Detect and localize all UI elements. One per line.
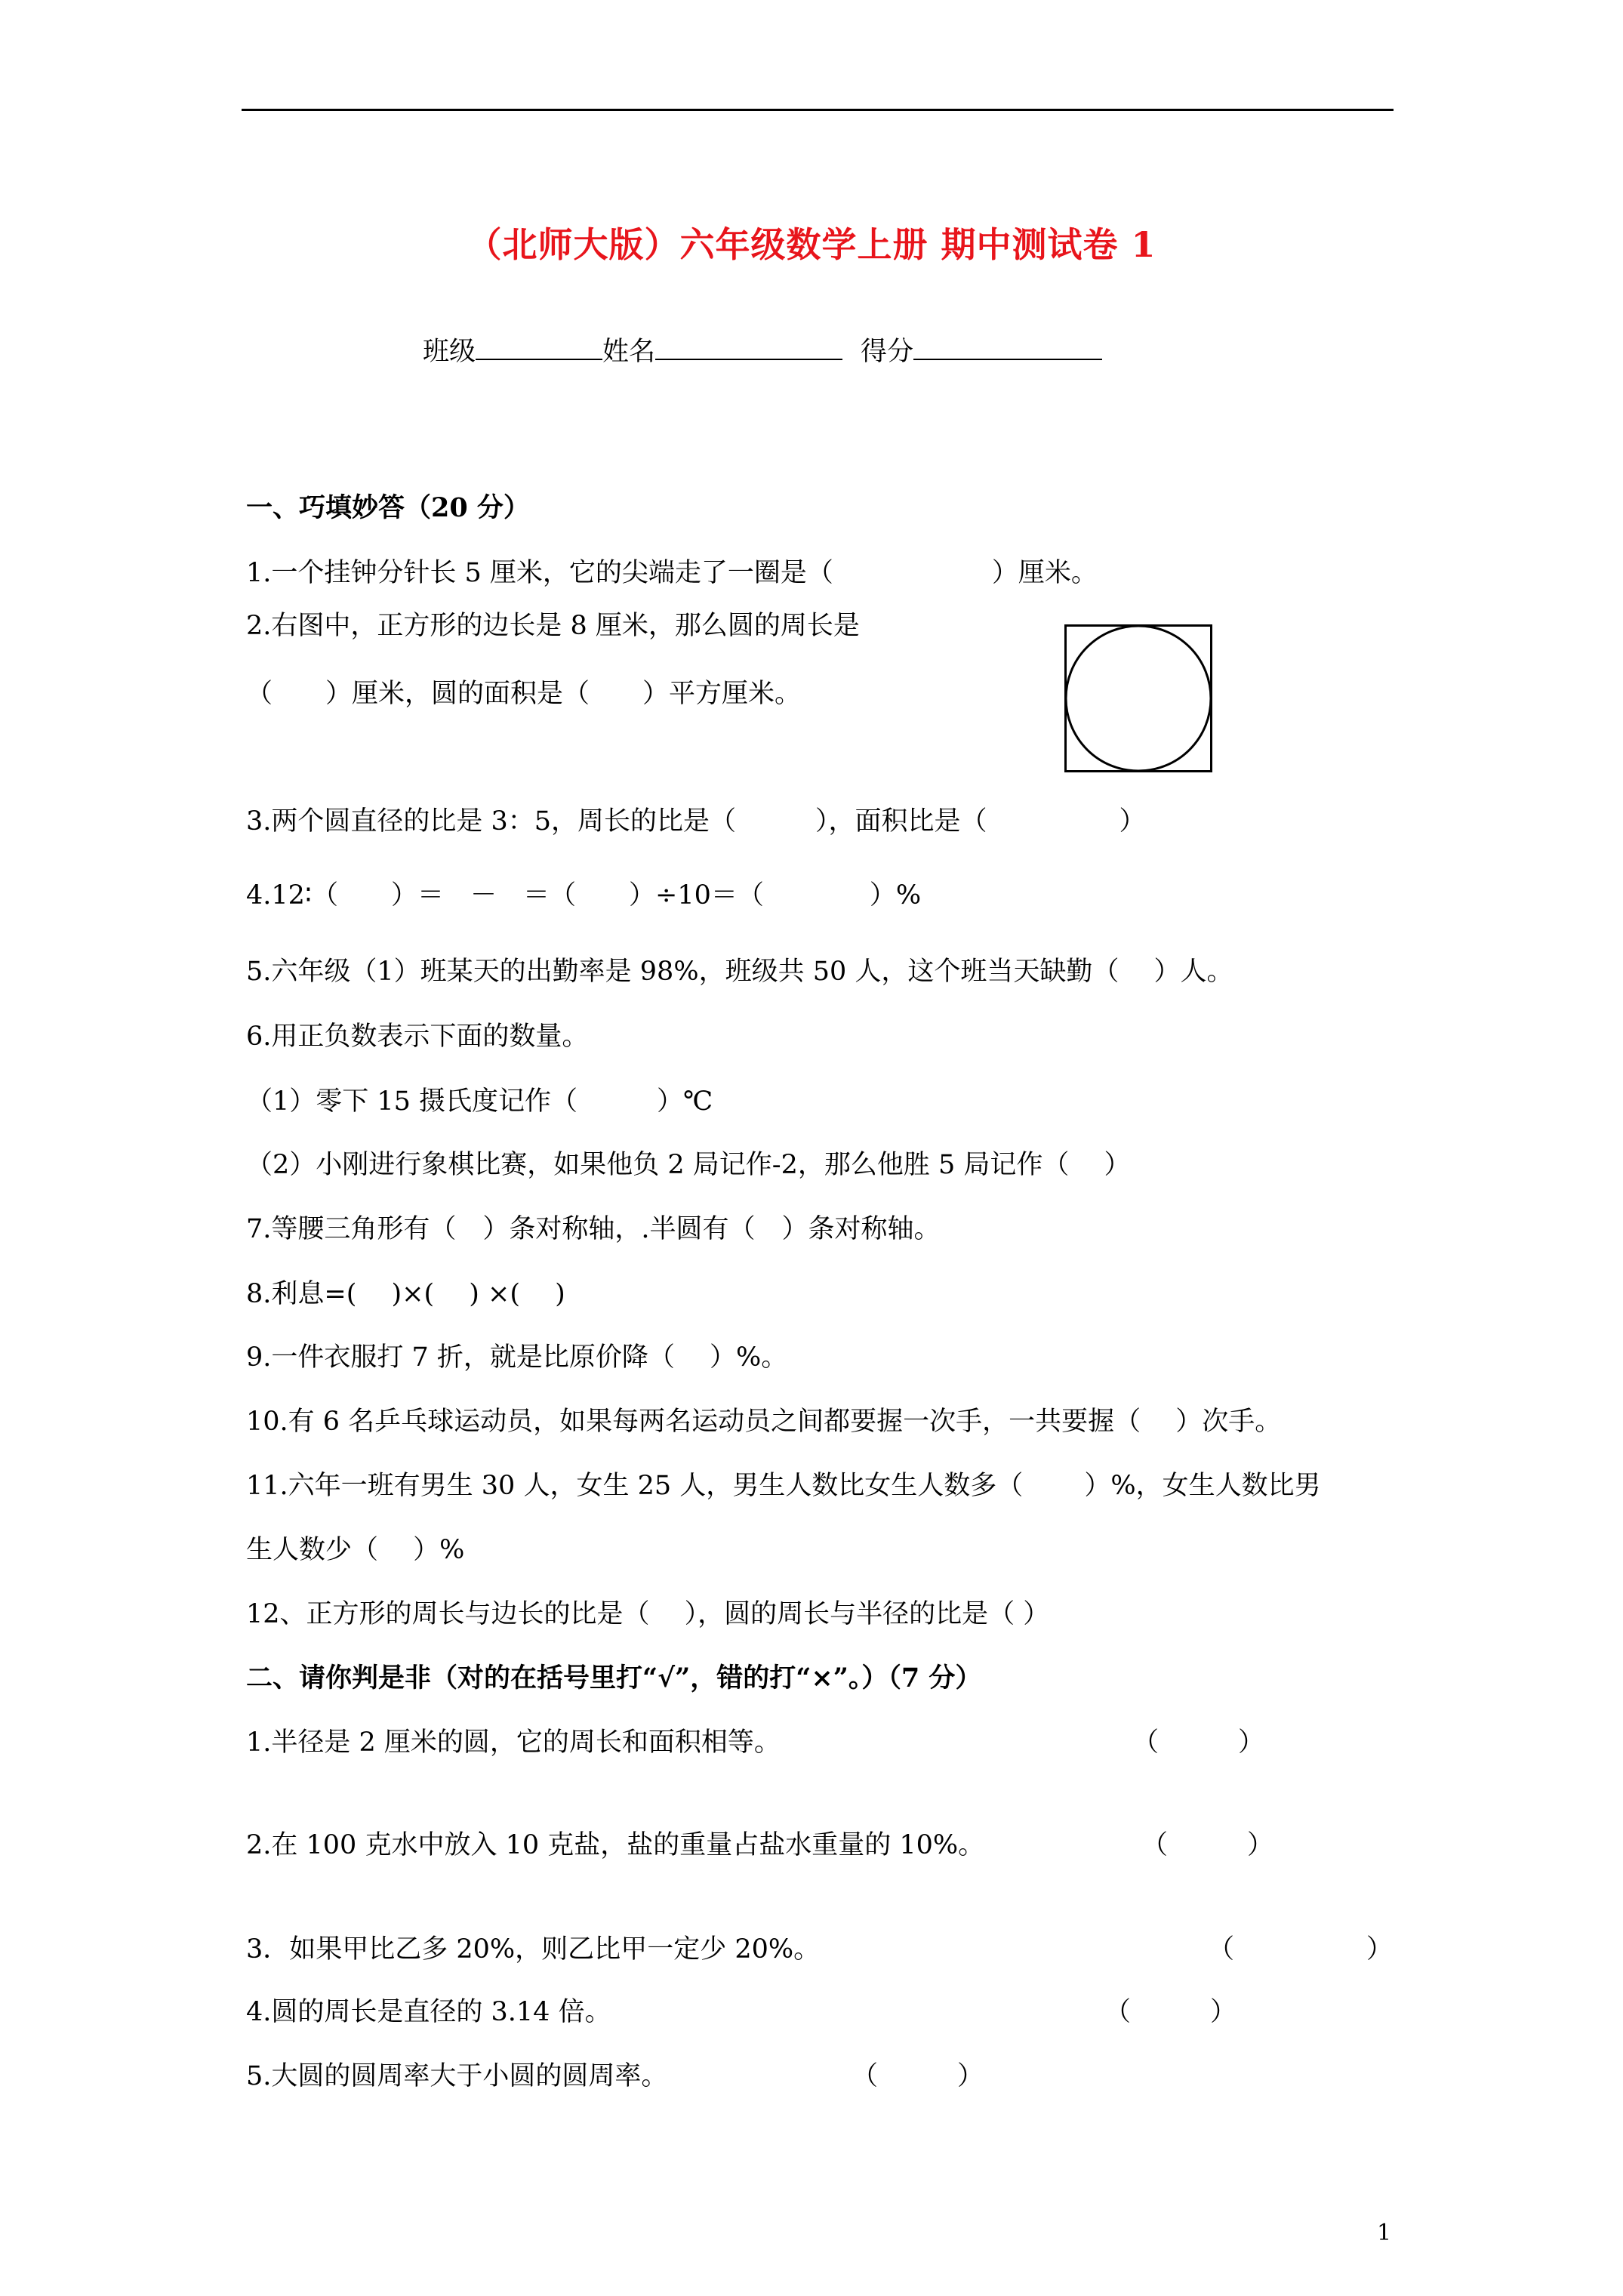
judgement-4-answer-parens: （ ） <box>1104 1997 1237 2027</box>
judgement-4: 4.圆的周长是直径的 3.14 倍。 <box>246 1997 611 2027</box>
score-label: 得分 <box>861 337 914 367</box>
question-8: 8.利息=( )×( ) ×( ) <box>246 1279 565 1309</box>
question-12: 12、正方形的周长与边长的比是（ ），圆的周长与半径的比是（ ） <box>246 1599 1050 1629</box>
judgement-5: 5.大圆的圆周率大于小圆的圆周率。 <box>246 2061 668 2091</box>
question-5: 5.六年级（1）班某天的出勤率是 98%，班级共 50 人，这个班当天缺勤（ ）人。 <box>246 957 1233 987</box>
question-7: 7.等腰三角形有（ ）条对称轴，.半圆有（ ）条对称轴。 <box>246 1214 941 1244</box>
page-number: 1 <box>1377 2220 1392 2246</box>
circle-shape <box>1066 626 1211 771</box>
score-blank <box>913 336 1102 360</box>
name-blank <box>655 336 842 360</box>
judgement-2-answer-parens: （ ） <box>1141 1830 1274 1860</box>
class-blank <box>476 336 602 360</box>
judgement-2: 2.在 100 克水中放入 10 克盐，盐的重量占盐水重量的 10%。 <box>246 1830 985 1860</box>
page-title: （北师大版）六年级数学上册 期中测试卷 1 <box>467 224 1156 265</box>
judgement-1-answer-parens: （ ） <box>1132 1727 1265 1758</box>
judgement-5-answer-parens: （ ） <box>852 2061 984 2091</box>
question-6: 6.用正负数表示下面的数量。 <box>246 1022 589 1052</box>
question-1: 1.一个挂钟分针长 5 厘米，它的尖端走了一圈是（ ）厘米。 <box>246 558 1098 588</box>
class-label: 班级 <box>423 337 476 367</box>
judgement-3-answer-parens: （ ） <box>1208 1934 1394 1965</box>
question-11-line2: 生人数少（ ）% <box>246 1535 465 1565</box>
question-3: 3.两个圆直径的比是 3：5，周长的比是（ ），面积比是（ ） <box>246 806 1146 837</box>
section1-heading: 一、巧填妙答（20 分） <box>246 492 530 523</box>
judgement-1: 1.半径是 2 厘米的圆，它的周长和面积相等。 <box>246 1727 781 1758</box>
question-6-2: （2）小刚进行象棋比赛，如果他负 2 局记作-2，那么他胜 5 局记作（ ） <box>246 1150 1131 1180</box>
question-11-line1: 11.六年一班有男生 30 人，女生 25 人，男生人数比女生人数多（ ）%，女生人数比男 <box>246 1471 1321 1501</box>
header-rule <box>242 109 1394 111</box>
section2-heading: 二、请你判是非（对的在括号里打“√”，错的打“×”。）（7 分） <box>246 1663 982 1693</box>
question-6-1: （1）零下 15 摄氏度记作（ ）℃ <box>246 1086 713 1117</box>
question-2-line1: 2.右图中，正方形的边长是 8 厘米，那么圆的周长是 <box>246 611 860 641</box>
question-10: 10.有 6 名乒乓球运动员，如果每两名运动员之间都要握一次手，一共要握（ ）次手。 <box>246 1407 1282 1437</box>
question-9: 9.一件衣服打 7 折，就是比原价降（ ）%。 <box>246 1342 788 1373</box>
square-with-inscribed-circle-figure <box>1064 624 1212 772</box>
question-4: 4.12∶（ ）＝ － ＝（ ）÷10＝（ ）% <box>246 880 922 911</box>
student-info-line <box>423 331 1102 368</box>
judgement-3: 3．如果甲比乙多 20%，则乙比甲一定少 20%。 <box>246 1934 821 1965</box>
name-label: 姓名 <box>602 337 656 367</box>
question-2-line2: （ ）厘米，圆的面积是（ ）平方厘米。 <box>246 679 802 709</box>
